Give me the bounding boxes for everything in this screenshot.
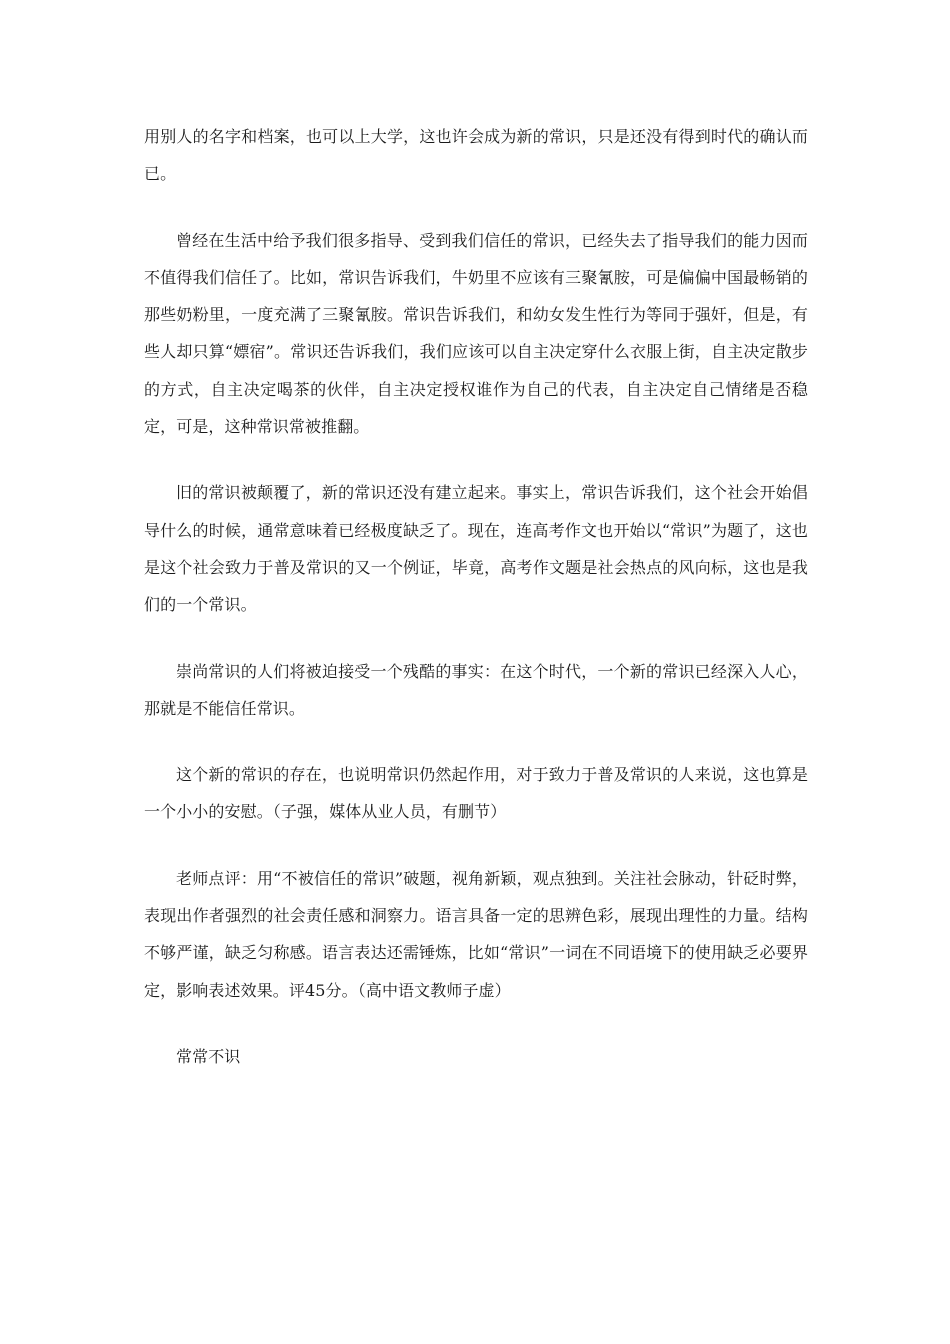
paragraph-old-common-sense: 旧的常识被颠覆了，新的常识还没有建立起来。事实上，常识告诉我们，这个社会开始倡导什么的时候，通常意味着已经极度缺乏了。现在，连高考作文也开始以“常识”为题了，这也是这个社会致力于普及常识的又一个例证，毕竟，高考作文题是社会热点的风向标，这也是我们的一个常识。	[144, 483, 808, 615]
next-essay-title: 常常不识	[176, 1046, 241, 1066]
paragraph-continuation: 用别人的名字和档案，也可以上大学，这也许会成为新的常识，只是还没有得到时代的确认而已。	[144, 127, 808, 184]
paragraph-common-sense-failed: 曾经在生活中给予我们很多指导、受到我们信任的常识，已经失去了指导我们的能力因而不值得我们信任了。比如，常识告诉我们，牛奶里不应该有三聚氰胺，可是偏偏中国最畅销的那些奶粉里，一度充满了三聚氰胺。常识告诉我们，和幼女发生性行为等同于强奸，但是，有些人却只算“嫖宿”。常识还告诉我们，我们应该可以自主决定穿什么衣服上街，自主决定散步的方式，自主决定喝茶的伙伴，自主决定授权谁作为自己的代表，自主决定自己情绪是否稳定，可是，这种常识常被推翻。	[144, 230, 808, 437]
paragraph-small-comfort: 这个新的常识的存在，也说明常识仍然起作用，对于致力于普及常识的人来说，这也算是一个小小的安慰。（子强，媒体从业人员，有删节）	[144, 765, 808, 822]
paragraph-teacher-comment: 老师点评：用“不被信任的常识”破题，视角新颖，观点独到。关注社会脉动，针砭时弊，表现出作者强烈的社会责任感和洞察力。语言具备一定的思辨色彩，展现出理性的力量。结构不够严谨，缺乏匀称感。语言表达还需锤炼，比如“常识”一词在不同语境下的使用缺乏必要界定，影响表述效果。评45分。（高中语文教师子虚）	[144, 868, 808, 1000]
document-body	[144, 118, 808, 1075]
paragraph-cruel-fact: 崇尚常识的人们将被迫接受一个残酷的事实：在这个时代，一个新的常识已经深入人心，那就是不能信任常识。	[144, 661, 808, 718]
